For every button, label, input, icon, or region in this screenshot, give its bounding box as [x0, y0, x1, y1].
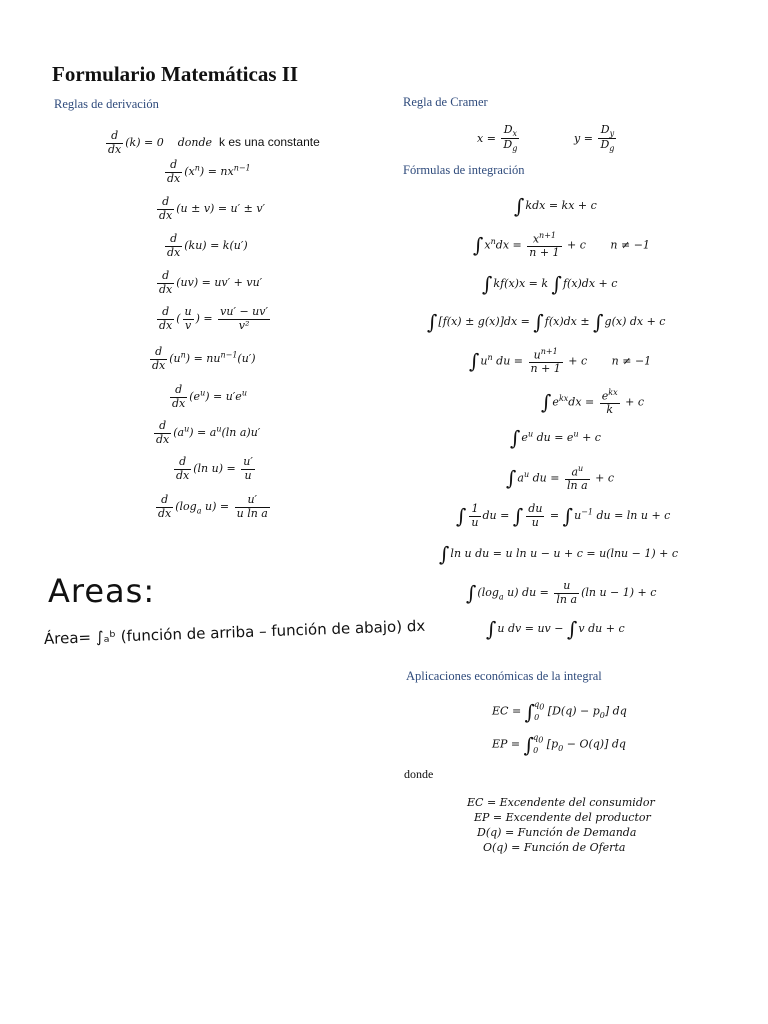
definition-ec: EC = Excendente del consumidor — [467, 796, 655, 809]
derivative-exp-rule: $\frac{d}{dx}$ $(e^u) = u'e^u$ — [172, 383, 247, 410]
integral-ln: ∫ln u du = u ln u − u + c = u(lnu − 1) + c — [439, 542, 679, 566]
definition-ep: EP = Excendente del productor — [474, 811, 651, 824]
derivative-chain-power-rule: $\frac{d}{dx}$ $(u^n) = nu^{n-1}(u')$ — [152, 345, 256, 372]
integral-sum: ∫[f(x) ± g(x)]dx = ∫f(x)dx ± ∫g(x) dx + c — [427, 310, 666, 334]
derivative-sum-rule: $\frac{d}{dx}$ (u ± v) = u′ ± v′ — [159, 195, 266, 222]
area-handwritten-formula: Área= ∫ₐᵇ (función de arriba – función de abajo) dx — [43, 616, 426, 648]
cramer-y: y = $\frac{D_y}{D_g}$ — [574, 123, 615, 154]
producer-surplus-formula: EP = $\int q_0$ 0 $[p_0 - O(q)]$ dq — [492, 732, 626, 757]
derivative-quotient-rule: $\frac{d}{dx}$ ( $\frac{u}{v}$ ) = $\frac{vu' - uv'}{\text{v²}}$ — [159, 305, 268, 332]
integral-by-parts: ∫u dv = uv − ∫v du + c — [486, 617, 625, 641]
derivative-ln-rule: $\frac{d}{dx}$ (ln u) = $\frac{u'}{u}$ — [176, 455, 253, 482]
derivative-constant-rule: $\frac{d}{dx}$ (k) = 0 donde k es una constante — [108, 129, 320, 156]
integral-u-power: $\int u^n$ du = $\frac{u^{n+1}}{n + 1}$ + c n ≠ −1 — [469, 347, 652, 376]
integration-heading: Fórmulas de integración — [403, 163, 525, 177]
integral-scalar: ∫kf(x)x = k ∫f(x)dx + c — [482, 272, 618, 296]
economic-heading: Aplicaciones económicas de la integral — [406, 669, 602, 683]
derivative-product-rule: $\frac{d}{dx}$ (uv) = uv′ + vu′ — [159, 269, 263, 296]
definition-dq: D(q) = Función de Demanda — [477, 826, 637, 839]
consumer-surplus-formula: EC = $\int q_0$ 0 $[D(q) - p_0]$ dq — [492, 699, 627, 724]
derivative-a-power-rule: $\frac{d}{dx}$ $(a^u) = a^u(\ln$ a)u′ — [156, 419, 261, 446]
integral-exp-kx: $\int e^{kx}dx$ = $\frac{e^{kx}}{k}$ + c — [541, 388, 645, 417]
definition-oq: O(q) = Función de Oferta — [483, 841, 626, 854]
cramer-heading: Regla de Cramer — [403, 95, 488, 109]
integral-power: $\int x^ndx$ = $\frac{x^{n+1}}{n + 1}$ + c n ≠ −1 — [473, 231, 650, 260]
integral-a-power: $\int a^u$ du = $\frac{a^u}{\text{ln a}}$ + c — [506, 464, 615, 493]
derivation-heading: Reglas de derivación — [54, 97, 159, 111]
page-title: Formulario Matemáticas II — [52, 62, 299, 86]
integral-log: $\int(\log_a$ u) du = $\frac{u}{\text{ln a}}$ (ln u − 1) + c — [466, 579, 657, 606]
cramer-x: x = $\frac{D_x}{D_g}$ — [477, 123, 518, 154]
areas-handwritten-heading: Areas: — [48, 572, 156, 610]
donde-label: donde — [404, 767, 434, 781]
integral-constant: ∫kdx = kx + c — [514, 194, 597, 218]
derivative-scalar-rule: $\frac{d}{dx}$ (ku) = k(u′) — [167, 232, 248, 259]
derivative-power-rule: $\frac{d}{dx}$ $(x^n) = nx^{n-1}$ — [167, 158, 251, 185]
integral-reciprocal: ∫ $\frac{1}{u}$ du = ∫ $\frac{du}{u}$ = $\int u^{-1}$ du = ln u + c — [456, 502, 671, 529]
integral-exp-u: $\int e^u$ du = $e^u + c$ — [510, 426, 601, 450]
derivative-log-rule: $\frac{d}{dx}$ ($\log_a$ u) = $\frac{u'}{\text{u ln a}}$ — [158, 493, 268, 520]
